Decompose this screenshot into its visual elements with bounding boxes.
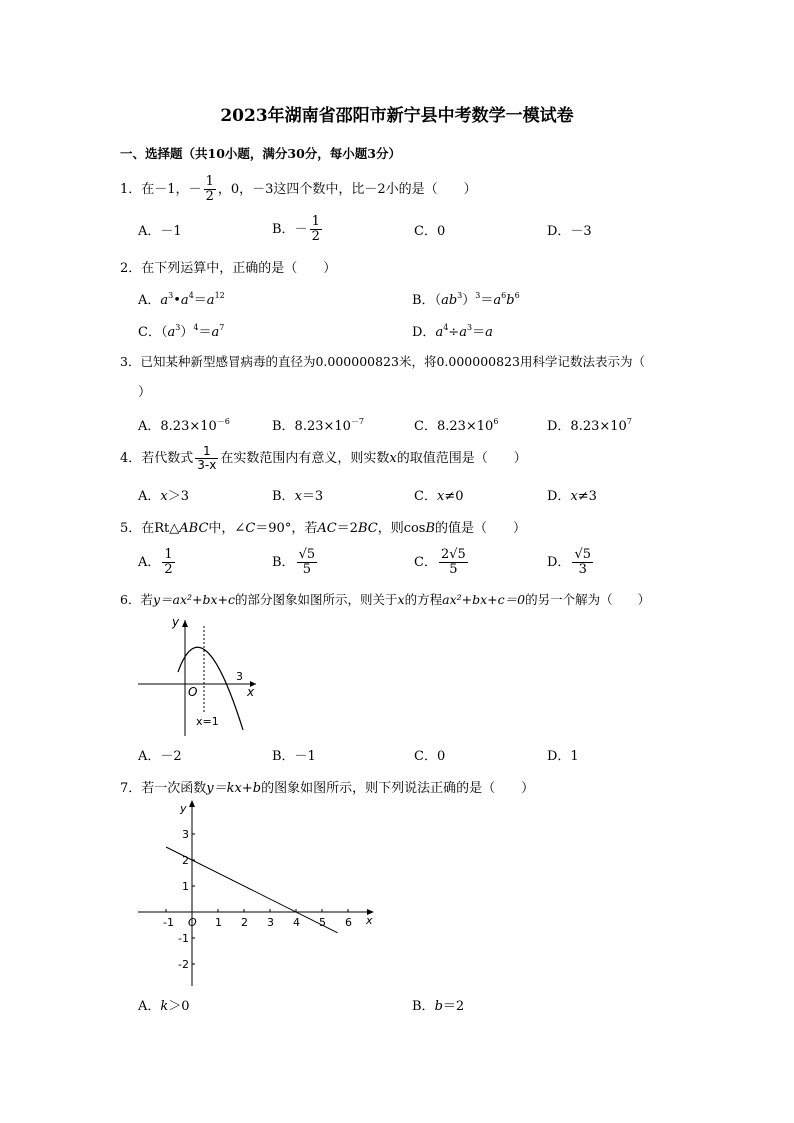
q5-option-b: B． $\frac{√5}{5}$: [272, 547, 316, 577]
q1-option-b: B．－ $\frac{1}{2}$: [272, 214, 320, 244]
q5-option-c: C． $\frac{2√5}{5}$: [414, 547, 466, 577]
q4-option-a: A．x＞3: [138, 489, 190, 504]
q3-option-c: C．$8.23\times 10^6$: [414, 417, 499, 434]
graph-y-label: y: [180, 802, 187, 815]
exam-title: 2023年湖南省邵阳市新宁县中考数学一模试卷: [220, 106, 574, 126]
question-3-stem-end: ）: [138, 385, 152, 400]
question-1-stem: 1．在－1，－ $\frac{1}{2}$ ，0，－3这四个数中，比－2小的是（ ）: [120, 174, 477, 204]
q4-option-d: D．x≠3: [547, 489, 597, 504]
x-tick-label: 3: [267, 916, 274, 929]
q6-option-b: B．－1: [272, 749, 316, 764]
y-tick-label: 2: [182, 854, 189, 867]
q1-option-d: D．－3: [547, 224, 592, 239]
graph-x-label: x: [366, 914, 373, 927]
x-tick-label: 2: [241, 916, 248, 929]
parabola-graph: [130, 612, 270, 740]
question-6-stem: 6．若y＝ax²+bx+c的部分图象如图所示，则关于x的方程ax²+bx+c＝0的另一个解为（ ）: [120, 592, 651, 607]
y-tick-label: 1: [182, 880, 189, 893]
graph-x-label: x: [247, 685, 255, 699]
question-3-stem: 3．已知某种新型感冒病毒的直径为0.000000823米，将0.000000823用科学记数法表示为（: [120, 354, 645, 369]
graph-root-label: 3: [236, 670, 243, 683]
q3-option-a: A．$8.23\times 10^{-6}$: [138, 417, 230, 434]
q6-option-c: C．0: [414, 749, 446, 764]
x-tick-label: 1: [215, 916, 222, 929]
question-7-stem: 7．若一次函数y＝kx+b的图象如图所示，则下列说法正确的是（ ）: [120, 781, 535, 796]
q7-option-b: B．b＝2: [412, 999, 465, 1014]
y-tick-label: 3: [182, 828, 189, 841]
q2-option-d: D．$a^4\div a^3=a$: [412, 323, 493, 340]
q6-option-a: A．－2: [138, 749, 182, 764]
q5-option-a: A． $\frac{1}{2}$: [138, 547, 173, 577]
y-axis-arrow: [182, 620, 188, 627]
linear-graph: [130, 798, 380, 990]
y-tick-label: -1: [178, 932, 189, 945]
graph-origin-label: O: [188, 916, 197, 929]
x-tick-label: 5: [319, 916, 326, 929]
q6-option-d: D．1: [547, 749, 579, 764]
q2-option-b: B．$(ab^3)^3=a^6b^6$: [412, 291, 520, 308]
q3-option-d: D．$8.23\times 10^7$: [547, 417, 632, 434]
question-5-stem: 5．在Rt△ABC中，∠C＝90°，若AC＝2BC，则cosB的值是（ ）: [120, 521, 527, 536]
x-tick-label: 4: [293, 916, 300, 929]
q7-option-a: A．k＞0: [138, 999, 190, 1014]
q1-option-c: C．0: [414, 224, 446, 239]
y-axis-arrow: [189, 800, 195, 807]
question-4-stem: 4．若代数式 $\frac{1}{3-x}$ 在实数范围内有意义，则实数x的取值范围是（ ）: [120, 444, 527, 472]
x-tick-label: 6: [345, 916, 352, 929]
graph-origin-label: O: [188, 685, 198, 699]
q4-option-c: C．x≠0: [414, 489, 464, 504]
fraction-one-half: $\frac{1}{2}$: [205, 174, 214, 204]
x-tick-label: -1: [163, 916, 174, 929]
q5-option-d: D． $\frac{√5}{3}$: [547, 547, 591, 577]
q3-option-b: B．$8.23\times 10^{-7}$: [272, 417, 365, 434]
graph-symmetry-label: x=1: [196, 715, 219, 728]
q1-option-a: A．－1: [138, 224, 182, 239]
graph-y-label: y: [172, 615, 180, 629]
section-heading: 一、选择题（共10小题，满分30分，每小题3分）: [120, 146, 401, 161]
q4-option-b: B．x＝3: [272, 489, 324, 504]
question-2-stem: 2．在下列运算中，正确的是（ ）: [120, 261, 337, 276]
q2-option-a: A．$a^3•a^4=a^{12}$: [138, 291, 225, 308]
q2-option-c: C．$(a^3)^4=a^7$: [138, 323, 225, 340]
y-tick-label: -2: [178, 958, 189, 971]
